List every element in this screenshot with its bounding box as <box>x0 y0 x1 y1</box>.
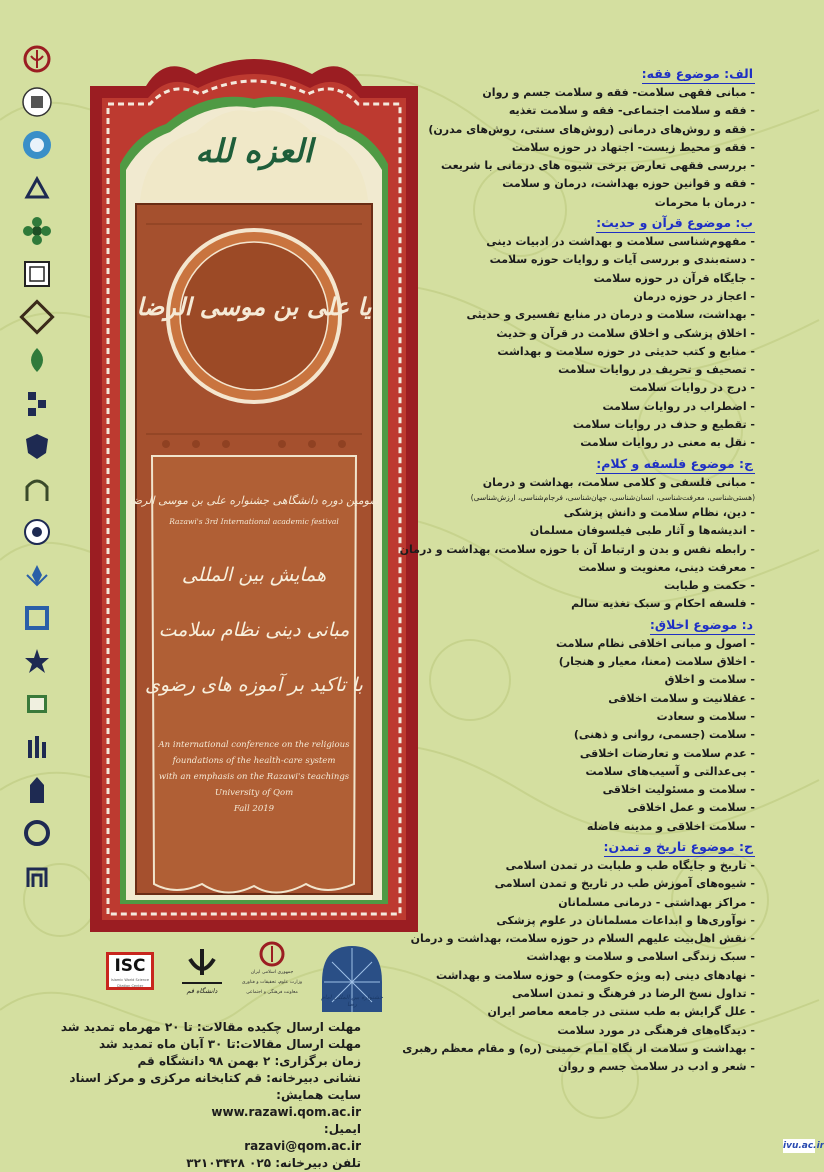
topic-item: - اصول و مبانی اخلاقی نظام سلامت <box>556 636 755 650</box>
flower-logo-icon <box>20 214 54 248</box>
ministry-caption-line-3: معاونت فرهنگی و اجتماعی <box>246 990 298 995</box>
topic-item: - فقه و سلامت اجتماعی- فقه و سلامت تغذیه <box>508 104 755 118</box>
topic-item: - نقل به معنی در روایات سلامت <box>580 436 755 450</box>
topic-item: - تقطیع و حذف در روایات سلامت <box>572 418 755 432</box>
topic-group-fiqh <box>428 63 755 212</box>
shield-logo-icon <box>20 429 54 463</box>
university-seal-logo-icon <box>20 85 54 119</box>
event-date: زمان برگزاری: ۲ بهمن ۹۸ دانشگاه قم <box>137 1054 361 1068</box>
isc-label: ISC <box>114 956 146 976</box>
topic-item: - اضطراب در روایات سلامت <box>602 399 755 413</box>
artwork-frame <box>86 54 422 932</box>
qom-caption: دانشگاه قم <box>186 987 218 995</box>
ministry-logo <box>240 940 304 1006</box>
topic-item: - نهادهای دینی (به ویژه حکومت) و حوزه سلامت و بهداشت <box>435 968 755 982</box>
topic-item: - مفهوم‌شناسی سلامت و بهداشت در ادبیات دینی <box>486 235 755 249</box>
website-label: سایت همایش: <box>276 1088 361 1102</box>
topic-list <box>399 63 755 1077</box>
round-emblem-logo-icon <box>20 515 54 549</box>
bars-logo-icon <box>20 730 54 764</box>
topic-item: - بی‌عدالتی و آسیب‌های سلامت <box>585 764 755 778</box>
english-description-line-2: foundations of the health-care system <box>172 756 336 766</box>
topic-item: - دسته‌بندی و بررسی آیات و روایات حوزه سلامت <box>489 253 755 267</box>
conference-title-line-3: با تاکید بر آموزه های رضوی <box>145 674 363 696</box>
topic-item: - نوآوری‌ها و ابداعات مسلمانان در علوم پزشکی <box>496 913 755 927</box>
topic-heading-quran-hadith: ب: موضوع قرآن و حدیث: <box>596 213 755 233</box>
email-row <box>71 1121 361 1138</box>
square-seal-logo-icon <box>20 257 54 291</box>
topic-item: - سلامت و اخلاق <box>664 673 755 687</box>
festival-name-fa: سومین دوره دانشگاهی جشنواره علی بن موسی الرضا <box>129 494 379 507</box>
square-arch-logo-icon <box>20 859 54 893</box>
ministry-caption-line-1: جمهوری اسلامی ایران <box>250 970 294 975</box>
topic-item: - مبانی فقهی سلامت- فقه و سلامت جسم و روان <box>482 86 755 99</box>
english-description-line-5: Fall 2019 <box>233 804 275 814</box>
book-logo-icon <box>20 171 54 205</box>
topic-item: - بهداشت و سلامت از نگاه امام خمینی (ره) و مقام معظم رهبری <box>402 1041 755 1055</box>
topic-item: - جایگاه قرآن در حوزه سلامت <box>593 271 755 285</box>
topic-item: - فلسفه احکام و سبک تغذیه سالم <box>571 597 755 611</box>
imam-reza-festival-logo <box>316 942 388 1018</box>
book-stand-logo-icon <box>20 687 54 721</box>
conference-title-line-2: مبانی دینی نظام سلامت <box>158 619 350 641</box>
topic-item: - بررسی فقهی تعارض برخی شیوه های درمانی با شریعت <box>440 159 755 173</box>
topic-item: - فقه و روش‌های درمانی (روش‌های سنتی، روش‌های مدرن) <box>428 122 755 136</box>
topic-item-note: (هستی‌شناسی، معرفت‌شناسی، انسان‌شناسی، جهان‌شناسی، فرجام‌شناسی، ارزش‌شناسی) <box>470 492 755 502</box>
topic-item: - شیوه‌های آموزش طب در تاریخ و تمدن اسلامی <box>494 877 755 891</box>
topic-item: - فقه و قوانین حوزه بهداشت، درمان و سلامت <box>502 177 755 191</box>
blue-seal-logo-icon <box>20 128 54 162</box>
topic-item: - شعر و ادب در سلامت جسم و روان <box>558 1060 755 1074</box>
ministry-emblem-icon <box>240 940 304 970</box>
topic-item: - دین، نظام سلامت و دانش پزشکی <box>563 505 755 519</box>
event-info <box>60 1019 361 1172</box>
topic-item: - اخلاق سلامت (معنا، معیار و هنجار) <box>558 655 755 669</box>
topic-item: - سلامت (جسمی، روانی و ذهنی) <box>573 728 755 742</box>
ministry-caption-line-2: وزارت علوم، تحقیقات و فناوری <box>241 980 303 985</box>
email-label: ایمیل: <box>323 1122 361 1136</box>
abstract-deadline: مهلت ارسال چکیده مقالات: تا ۲۰ مهرماه تمدید شد <box>60 1020 361 1034</box>
dots-logo-icon <box>20 386 54 420</box>
english-description-line-4: University of Qom <box>214 788 294 798</box>
topic-item: - عدم سلامت و تعارضات اخلاقی <box>579 746 755 760</box>
topic-item: - بهداشت، سلامت و درمان در منابع تفسیری و حدیثی <box>466 308 755 322</box>
paper-deadline: مهلت ارسال مقالات:تا ۳۰ آبان ماه تمدید شد <box>98 1037 361 1051</box>
emblem-logo-icon <box>20 42 54 76</box>
topic-heading-history: ح: موضوع تاریخ و تمدن: <box>604 837 755 857</box>
central-artwork <box>86 54 422 932</box>
topic-heading-ethics: د: موضوع اخلاق: <box>650 615 755 635</box>
medallion-calligraphy: یا علی بن موسی الرضا <box>136 292 372 321</box>
topic-item: - حکمت و طبابت <box>664 579 755 593</box>
topic-item: - سلامت اخلاقی و مدینه فاضله <box>586 819 755 833</box>
topic-item: - دیدگاه‌های فرهنگی در مورد سلامت <box>557 1023 755 1037</box>
topic-item: - درمان با محرمات <box>654 195 755 209</box>
topic-item: - مبانی فلسفی و کلامی سلامت، بهداشت و درمان <box>482 475 755 489</box>
topic-item: - درج در روایات سلامت <box>629 381 755 395</box>
festival-logo-text: جشنواره بین المللی امام رضا <box>321 994 383 1008</box>
tower-logo-icon <box>20 773 54 807</box>
isc-subtitle: Islamic World Science Citation Center <box>110 978 150 988</box>
topic-group-quran-hadith <box>455 212 755 453</box>
topic-heading-philosophy: ج: موضوع فلسفه و کلام: <box>596 454 755 474</box>
topic-item: - تصحیف و تحریف در روایات سلامت <box>558 363 755 377</box>
english-description-line-1: An international conference on the religious <box>158 740 350 750</box>
topic-item: - سلامت و سعادت <box>656 709 755 723</box>
english-description-line-3: with an emphasis on the Razawi's teachings <box>158 772 350 782</box>
topic-group-ethics <box>455 614 755 836</box>
conference-title-line-1: همایش بین المللی <box>181 564 327 586</box>
top-calligraphy: العزه لله <box>195 132 313 170</box>
topic-item: - سبک زندگی اسلامی و سلامت و بهداشت <box>526 950 755 964</box>
topic-item: - تداول نسخ الرضا در فرهنگ و تمدن اسلامی <box>512 987 755 1001</box>
topic-item: - عقلانیت و سلامت اخلاقی <box>608 691 755 705</box>
website-row <box>71 1087 361 1104</box>
secretariat-address: نشانی دبیرخانه: قم کتابخانه مرکزی و مرکز اسناد <box>69 1071 361 1085</box>
topic-item: - مراکز بهداشتی - درمانی مسلمانان <box>558 895 755 909</box>
topic-item: - اندیشه‌ها و آثار طبی فیلسوفان مسلمان <box>529 524 755 538</box>
topic-item: - علل گرایش به طب سنتی در جامعه معاصر ایران <box>487 1005 755 1019</box>
phone-number: تلفن دبیرخانه: ۰۲۵ ۳۲۱۰۳۴۲۸ <box>186 1156 361 1170</box>
isc-logo <box>106 952 154 990</box>
topic-item: - فقه و محیط زیست- اجتهاد در حوزه سلامت <box>511 140 755 154</box>
topic-item: - منابع و کتب حدیثی در حوزه سلامت و بهداشت <box>497 344 755 358</box>
star-logo-icon <box>20 644 54 678</box>
festival-name-en: Razawi's 3rd International academic festival <box>169 517 339 526</box>
ornate-logo-icon <box>20 816 54 850</box>
topic-item: - اعجاز در حوزه درمان <box>633 289 755 303</box>
topic-item: - اخلاق پزشکی و اخلاق سلامت در قرآن و حدیث <box>496 326 755 340</box>
knot-logo-icon <box>20 300 54 334</box>
topic-item: - تاریخ و جایگاه طب و طبابت در تمدن اسلامی <box>505 858 755 872</box>
topic-item: - رابطه نفس و بدن و ارتباط آن با حوزه سلامت، بهداشت و درمان <box>399 542 755 556</box>
website-link-row <box>71 1104 361 1121</box>
source-badge: ivu.ac.ir <box>783 1141 824 1151</box>
topic-group-philosophy <box>399 453 755 614</box>
sponsor-logo-column <box>14 42 60 902</box>
email-link[interactable]: razavi@qom.ac.ir <box>244 1139 361 1153</box>
topic-item: - نقش اهل‌بیت علیهم السلام در حوزه سلامت، بهداشت و درمان <box>410 932 755 946</box>
qom-emblem-icon <box>176 945 228 987</box>
email-link-row <box>71 1138 361 1155</box>
arch-logo-icon <box>20 472 54 506</box>
topic-item: - سلامت و عمل اخلاقی <box>627 801 755 815</box>
university-of-qom-logo <box>176 945 228 997</box>
lotus-logo-icon <box>20 558 54 592</box>
topic-group-history <box>402 836 755 1077</box>
leaf-logo-icon <box>20 343 54 377</box>
topic-item: - سلامت و مسئولیت اخلاقی <box>602 783 755 797</box>
website-link[interactable]: www.razawi.qom.ac.ir <box>211 1105 361 1119</box>
square-knot-logo-icon <box>20 601 54 635</box>
topic-item: - معرفت دینی، معنویت و سلامت <box>578 560 755 574</box>
topic-heading-fiqh: الف: موضوع فقه: <box>642 64 755 84</box>
